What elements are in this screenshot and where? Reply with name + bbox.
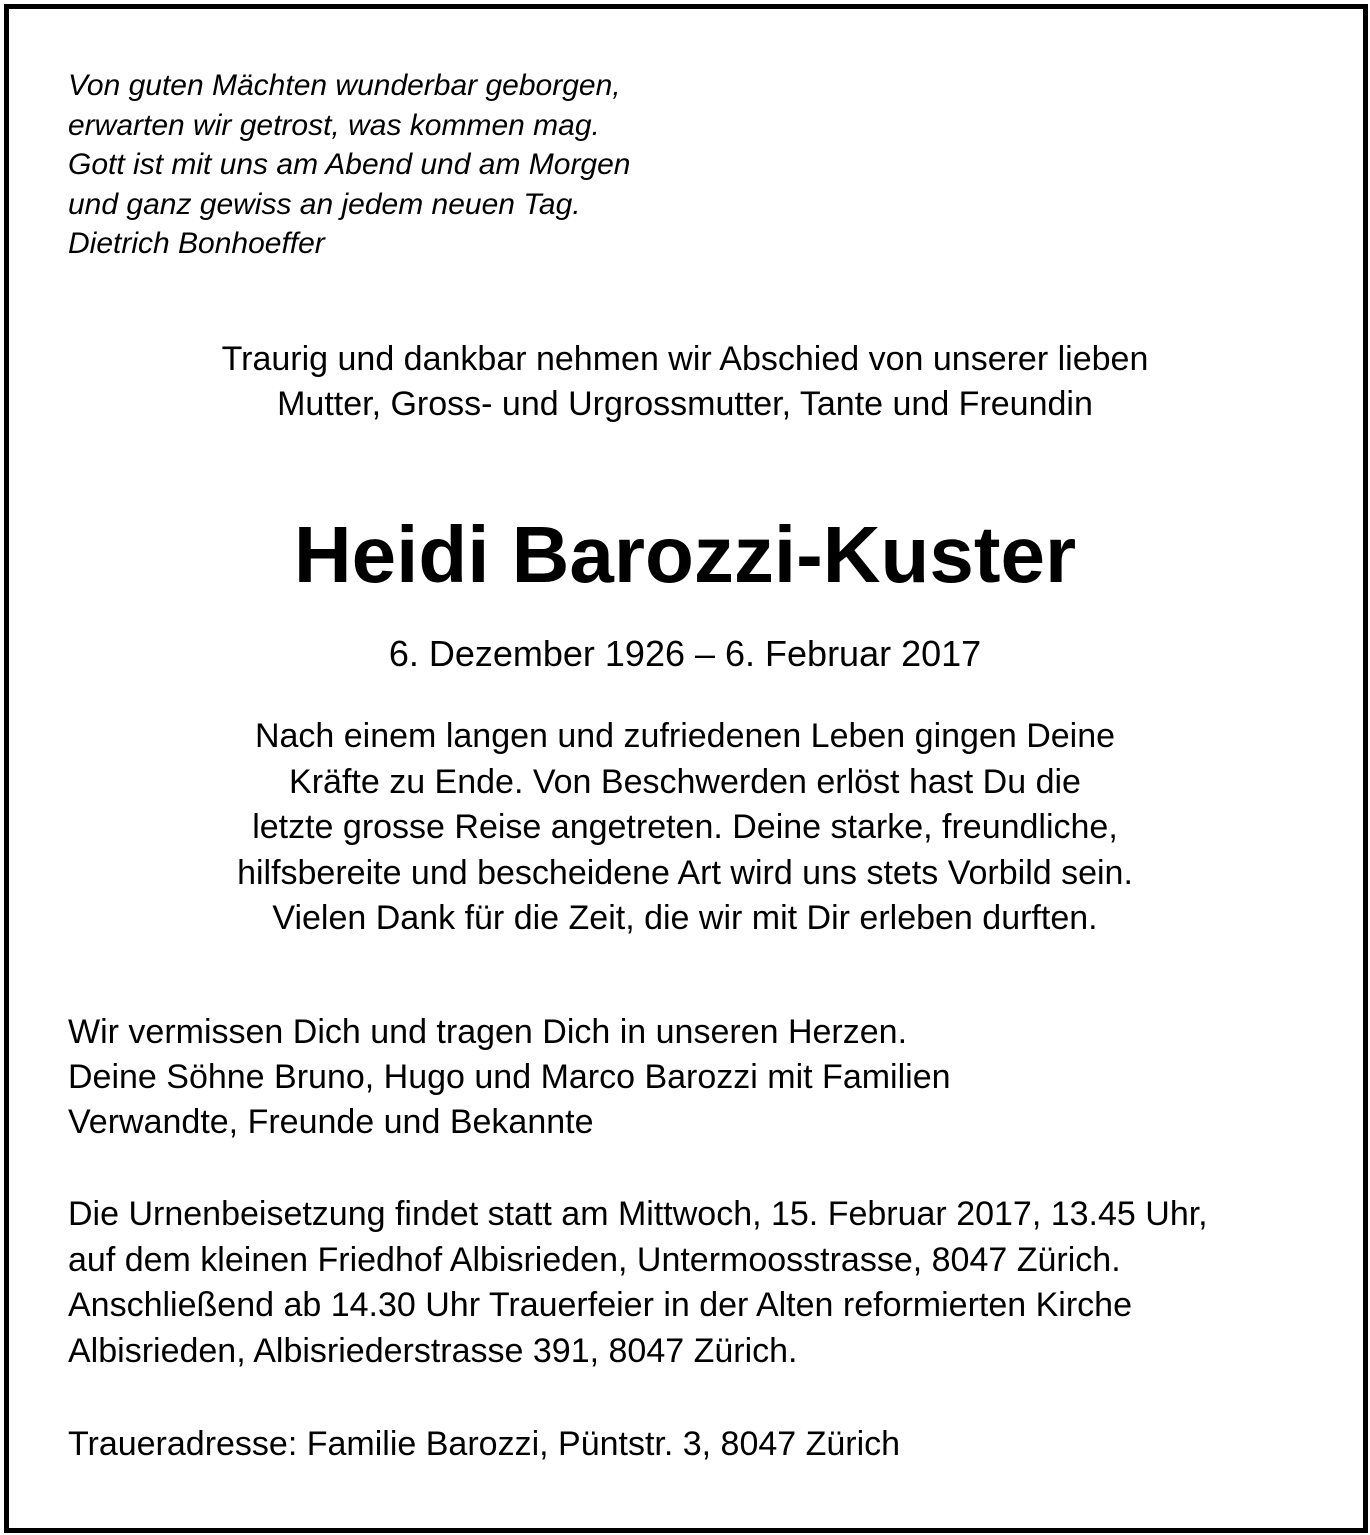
poem-author: Dietrich Bonhoeffer [68,227,325,261]
intro-block [0,337,1370,427]
message-line: Nach einem langen und zufriedenen Leben gingen Deine [254,717,1116,755]
family-line: Deine Söhne Bruno, Hugo und Marco Barozzi mit Familien [68,1058,951,1096]
service-block [68,1192,1208,1374]
mourning-address: Traueradresse: Familie Barozzi, Püntstr. 3, 8047 Zürich [68,1425,901,1463]
service-line: Anschließend ab 14.30 Uhr Trauerfeier in der Alten reformierten Kirche [68,1286,1132,1324]
message-line: hilfsbereite und bescheidene Art wird uns stets Vorbild sein. [237,853,1133,892]
family-line: Wir vermissen Dich und tragen Dich in unseren Herzen. [68,1013,908,1051]
deceased-name: Heidi Barozzi-Kuster [293,510,1077,599]
service-line: Die Urnenbeisetzung findet statt am Mittwoch, 15. Februar 2017, 13.45 Uhr, [68,1195,1208,1233]
intro-line: Traurig und dankbar nehmen wir Abschied von unserer lieben [221,340,1149,378]
poem-line: und ganz gewiss an jedem neuen Tag. [68,187,581,221]
poem-block [68,66,631,264]
intro-line: Mutter, Gross- und Urgrossmutter, Tante und Freundin [277,385,1093,423]
message-line: Kräfte zu Ende. Von Beschwerden erlöst hast Du die [289,762,1081,801]
message-line: Vielen Dank für die Zeit, die wir mit Dir erleben durften. [272,899,1098,937]
life-dates: 6. Dezember 1926 – 6. Februar 2017 [388,633,982,674]
message-block [0,714,1370,942]
service-line: Albisrieden, Albisriederstrasse 391, 8047 Zürich. [68,1331,798,1370]
family-block [68,1010,951,1145]
poem-line: Gott ist mit uns am Abend und am Morgen [68,148,631,182]
family-line: Verwandte, Freunde und Bekannte [68,1103,594,1141]
service-line: auf dem kleinen Friedhof Albisrieden, Untermoosstrasse, 8047 Zürich. [68,1240,1121,1279]
poem-line: erwarten wir getrost, was kommen mag. [68,108,600,142]
message-line: letzte grosse Reise angetreten. Deine starke, freundliche, [252,808,1118,846]
poem-line: Von guten Mächten wunderbar geborgen, [68,69,621,102]
